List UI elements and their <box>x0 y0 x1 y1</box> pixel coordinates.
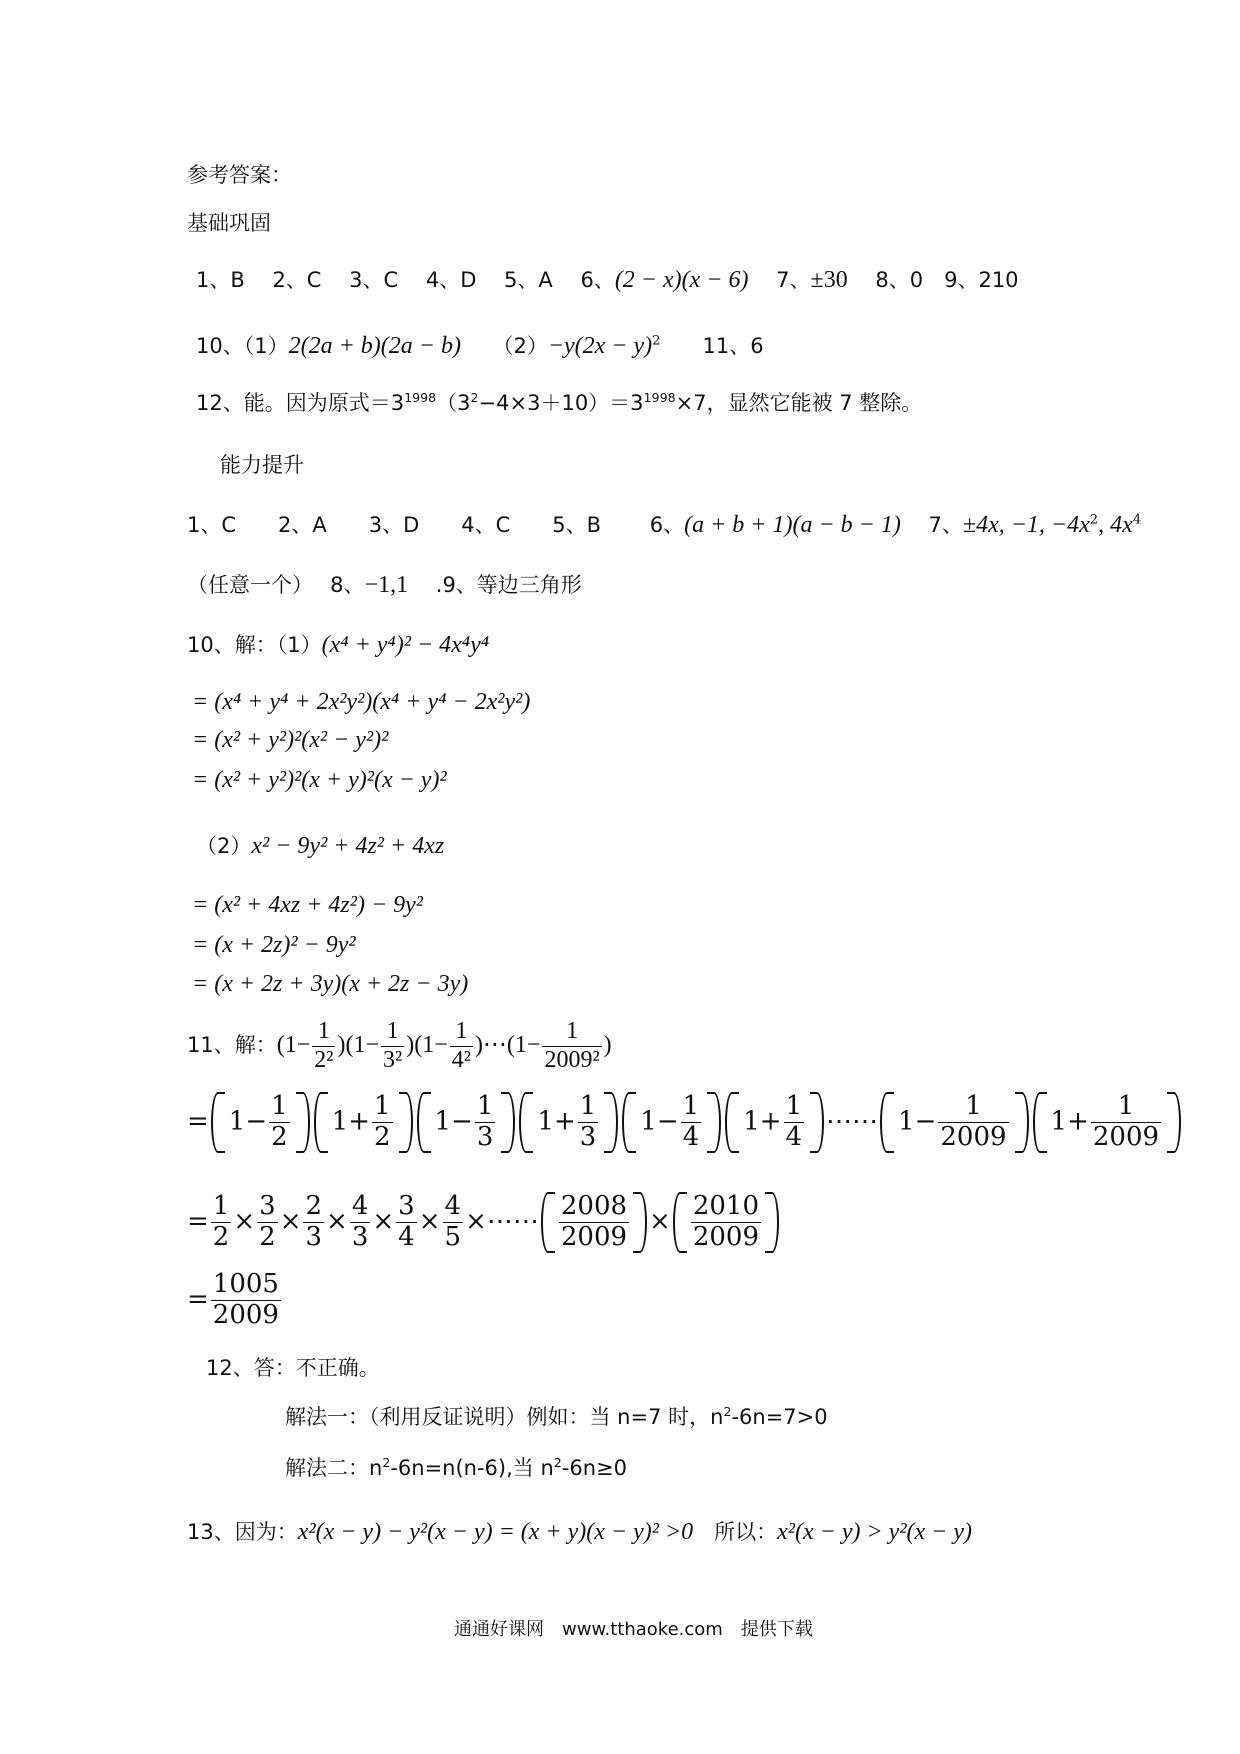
q10-step-2: = (x² + y²)²(x² − y²)² <box>192 727 389 753</box>
section-advanced: 能力提升 <box>220 453 304 477</box>
basic-row-2: 10、（1）2(2a + b)(2a − b) $(2)-y(2x - y)^2$ 11、6 <box>196 333 764 359</box>
q10b-step-2: = (x + 2z)² − 9y² <box>192 932 356 958</box>
advanced-row-1: 1、C 2、A 3、D 4、C 5、B 6、(a + b + 1)(a − b − 1) 7、±4x, −1, $-4x^2$, $4x^4$ <box>187 512 1142 538</box>
q11-step-1: = 1− $\frac{1}{2}$ 1+ $\frac{1}{2}$ 1− $\frac{1}{3}$ 1+ $\frac{1}{3}$ 1− $\frac{1}{4}$ 1+ $\frac{1}{4}$ ⋯⋯ 1− $\frac{1}{2009}$ 1+ $\frac{1}{2009}$ <box>187 1092 1183 1153</box>
q11-answer: = $\frac{1005}{2009}$ <box>187 1269 279 1330</box>
section-basic: 基础巩固 <box>187 211 271 235</box>
q10-part2: （2）x² − 9y² + 4z² + 4xz <box>196 833 445 859</box>
q10-part1: 10、解：（1）(x⁴ + y⁴)² − 4x⁴y⁴ <box>187 632 490 658</box>
q12-method-2: 解法二：$n^2-6n=n(n-6)$,当 $n^2-6n\ge 0$ <box>285 1454 628 1480</box>
advanced-row-2: （任意一个） 8、−1,1 .9、等边三角形 <box>187 572 582 598</box>
answer-heading: 参考答案： <box>187 163 292 187</box>
q10-step-3: = (x² + y²)²(x + y)²(x − y)² <box>192 767 447 793</box>
q10b-step-1: = (x² + 4xz + 4z²) − 9y² <box>192 892 423 918</box>
q12-answer: 12、答：不正确。 <box>206 1356 380 1380</box>
q13-answer: 13、因为：x²(x − y) − y²(x − y) = (x + y)(x − y)² >0 所以：x²(x − y) > y²(x − y) <box>187 1519 973 1545</box>
q11-step-2: = $\frac{1}{2}$ × $\frac{3}{2}$ × $\frac{2}{3}$ × $\frac{4}{3}$ × $\frac{3}{4}$ × $\frac{4}{5}$ ×⋯⋯ $\frac{2008}{2009}$ × $\frac{2010}{2009}$ <box>187 1192 781 1253</box>
q10b-step-3: = (x + 2z + 3y)(x + 2z − 3y) <box>192 971 469 997</box>
footer-source: 通通好课网 www.tthaoke.com 提供下载 <box>454 1619 813 1640</box>
q12-method-1: 解法一：（利用反证说明）例如：当 n=7 时，$n^2-6n=7>0$ <box>285 1403 828 1429</box>
basic-row-1: 1、B 2、C 3、C 4、D 5、A 6、(2 − x)(x − 6) 7、±30 8、0 9、210 <box>196 267 1019 293</box>
basic-q12: 12、能。因为原式$=3^{1998}(3^2-4\times 3+10)=3^{1998}\times 7$，显然它能被 7 整除。 <box>196 389 923 415</box>
q11-expression: 11、解：(1− $\frac{1}{\text{2²}}$ )(1− $\frac{1}{\text{3²}}$ )(1− $\frac{1}{\text{4²}}$ )⋯(1− $\frac{1}{\text{2009²}}$ ) <box>187 1018 612 1073</box>
q10-step-1: = (x⁴ + y⁴ + 2x²y²)(x⁴ + y⁴ − 2x²y²) <box>192 689 531 715</box>
